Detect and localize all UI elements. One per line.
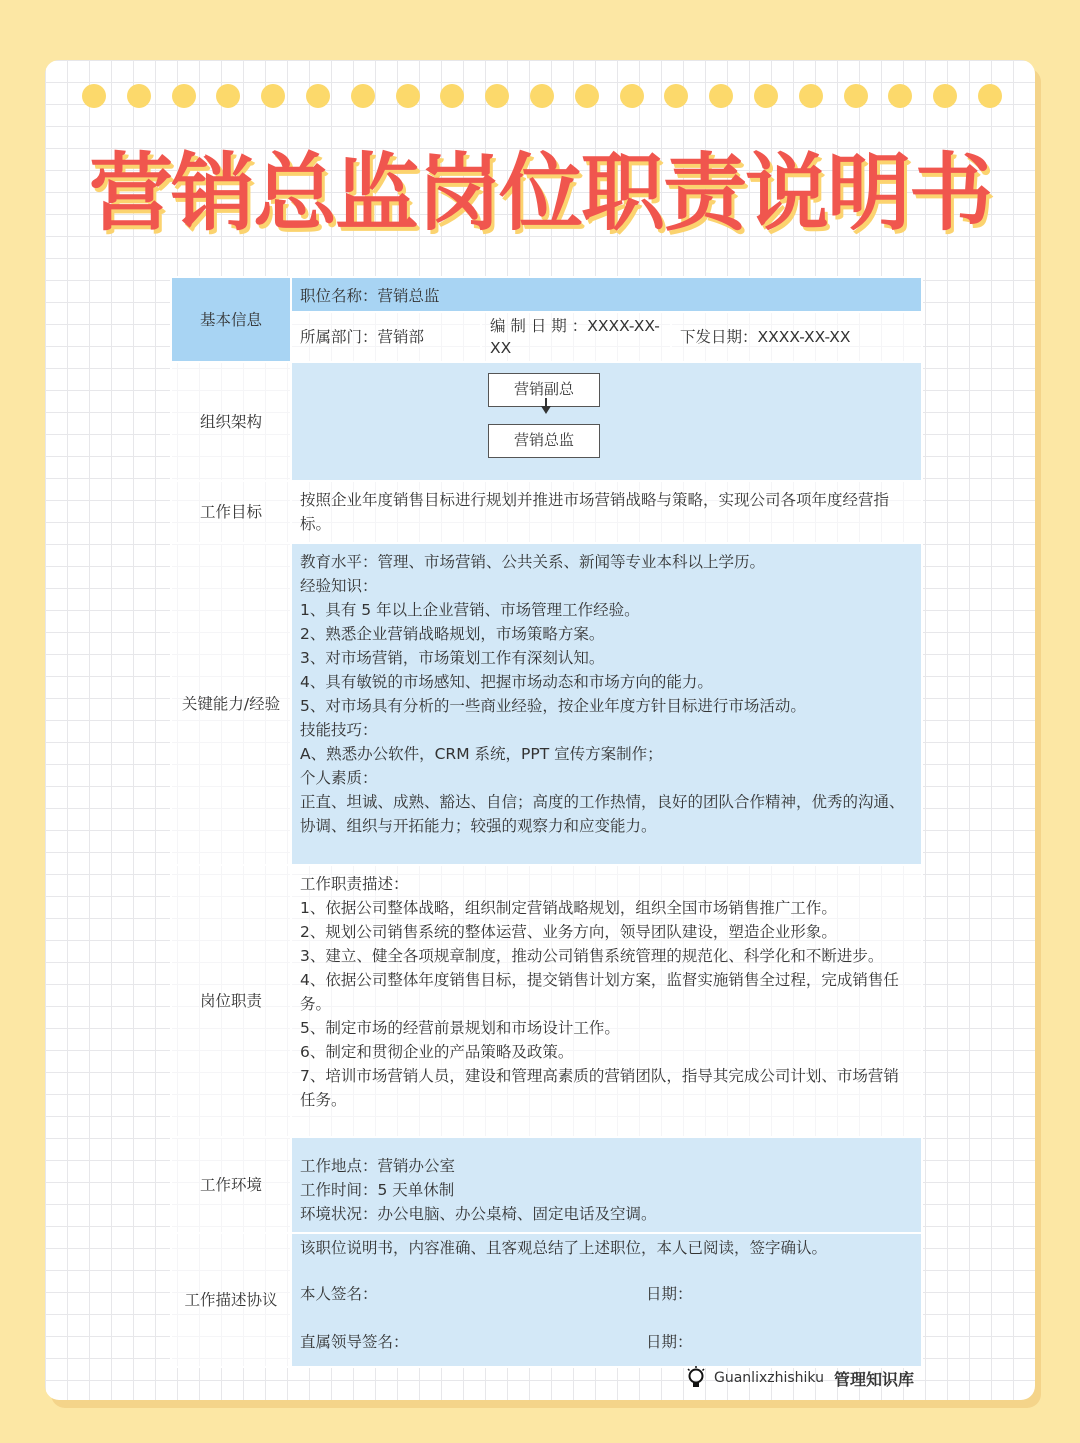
ability-line: 技能技巧： <box>300 721 378 739</box>
ability-line: 5、对市场具有分析的一些商业经验，按企业年度方针目标进行市场活动。 <box>300 697 806 715</box>
ability-line: 经验知识： <box>300 577 378 595</box>
binder-hole <box>172 84 196 108</box>
label-env: 工作环境 <box>171 1137 291 1233</box>
ability-content <box>291 543 922 865</box>
ability-line: 1、具有 5 年以上企业营销、市场管理工作经验。 <box>300 601 640 619</box>
duty-line: 4、依据公司整体年度销售目标，提交销售计划方案，监督实施销售全过程，完成销售任务。 <box>300 971 899 1013</box>
duty-line: 1、依据公司整体战略，组织制定营销战略规划，组织全国市场销售推广工作。 <box>300 899 837 917</box>
env-content <box>291 1137 922 1233</box>
duty-line: 工作职责描述： <box>300 875 409 893</box>
ability-line: 教育水平：管理、市场营销、公共关系、新闻等专业本科以上学历。 <box>300 553 766 571</box>
row-duty <box>171 865 922 1137</box>
row-org <box>171 362 922 481</box>
row-basic-title <box>171 277 922 312</box>
label-ability: 关键能力/经验 <box>171 543 291 865</box>
org-node-vp: 营销副总 <box>488 373 600 407</box>
ability-line: A、熟悉办公软件，CRM 系统，PPT 宣传方案制作； <box>300 745 663 763</box>
row-goal <box>171 481 922 543</box>
duty-content <box>291 865 922 1137</box>
leader-sign-label: 直属领导签名： <box>300 1333 409 1351</box>
binder-hole <box>440 84 464 108</box>
binder-hole <box>351 84 375 108</box>
duty-line: 2、规划公司销售系统的整体运营、业务方向，领导团队建设，塑造企业形象。 <box>300 923 837 941</box>
footer-brand-name: 管理知识库 <box>833 1369 914 1389</box>
job-description-table <box>170 276 923 1368</box>
self-signature-row <box>300 1282 913 1306</box>
binder-hole <box>216 84 240 108</box>
binder-hole <box>709 84 733 108</box>
env-line: 工作地点：营销办公室 <box>300 1157 456 1175</box>
agreement-text: 该职位说明书，内容准确、且客观总结了上述职位，本人已阅读，签字确认。 <box>300 1239 828 1257</box>
binder-hole <box>485 84 509 108</box>
page-title: 营销总监岗位职责说明书 <box>88 144 991 242</box>
binder-hole <box>530 84 554 108</box>
label-basic-info: 基本信息 <box>171 277 291 362</box>
binder-hole <box>127 84 151 108</box>
env-line: 环境状况：办公电脑、办公桌椅、固定电话及空调。 <box>300 1205 657 1223</box>
issue-date: 下发日期：XXXX-XX-XX <box>671 312 922 362</box>
label-org: 组织架构 <box>171 362 291 481</box>
arrow-down-icon <box>541 406 551 414</box>
org-chart <box>291 362 922 481</box>
ability-line: 2、熟悉企业营销战略规划，市场策略方案。 <box>300 625 605 643</box>
footer-brand <box>686 1364 914 1392</box>
duty-line: 7、培训市场营销人员，建设和管理高素质的营销团队，指导其完成公司计划、市场营销任务。 <box>300 1067 899 1109</box>
position-name: 职位名称：营销总监 <box>291 277 922 312</box>
agreement-content <box>291 1233 922 1367</box>
duty-line: 5、制定市场的经营前景规划和市场设计工作。 <box>300 1019 620 1037</box>
ability-line: 3、对市场营销，市场策划工作有深刻认知。 <box>300 649 605 667</box>
binder-hole <box>575 84 599 108</box>
row-agreement <box>171 1233 922 1367</box>
row-env <box>171 1137 922 1233</box>
org-chart-canvas <box>292 363 921 480</box>
duty-line: 6、制定和贯彻企业的产品策略及政策。 <box>300 1043 574 1061</box>
label-agreement: 工作描述协议 <box>171 1233 291 1367</box>
env-line: 工作时间：5 天单休制 <box>300 1181 455 1199</box>
self-date-label: 日期： <box>646 1285 693 1303</box>
goal-text: 按照企业年度销售目标进行规划并推进市场营销战略与策略，实现公司各项年度经营指标。 <box>291 481 922 543</box>
binder-hole <box>799 84 823 108</box>
binder-hole <box>978 84 1002 108</box>
label-duty: 岗位职责 <box>171 865 291 1137</box>
duty-line: 3、建立、健全各项规章制度，推动公司销售系统管理的规范化、科学化和不断进步。 <box>300 947 884 965</box>
org-node-director: 营销总监 <box>488 424 600 458</box>
binder-hole <box>754 84 778 108</box>
ability-line: 正直、坦诚、成熟、豁达、自信；高度的工作热情，良好的团队合作精神，优秀的沟通、协调、组织与开拓能力；较强的观察力和应变能力。 <box>300 793 905 835</box>
self-sign-label: 本人签名： <box>300 1285 378 1303</box>
ability-line: 4、具有敏锐的市场感知、把握市场动态和市场方向的能力。 <box>300 673 713 691</box>
department: 所属部门：营销部 <box>291 312 481 362</box>
leader-date-label: 日期： <box>646 1333 693 1351</box>
binder-hole <box>888 84 912 108</box>
binder-hole <box>261 84 285 108</box>
leader-signature-row <box>300 1330 913 1354</box>
footer-site: Guanlixzhishiku <box>714 1370 824 1386</box>
binder-hole <box>82 84 106 108</box>
binder-hole <box>664 84 688 108</box>
lightbulb-icon <box>686 1366 706 1390</box>
binder-holes <box>82 84 1002 108</box>
binder-hole <box>933 84 957 108</box>
binder-hole <box>396 84 420 108</box>
ability-line: 个人素质： <box>300 769 378 787</box>
compile-date: 编 制 日 期 ：XXXX-XX-XX <box>481 312 671 362</box>
row-ability <box>171 543 922 865</box>
label-goal: 工作目标 <box>171 481 291 543</box>
binder-hole <box>844 84 868 108</box>
binder-hole <box>306 84 330 108</box>
binder-hole <box>620 84 644 108</box>
